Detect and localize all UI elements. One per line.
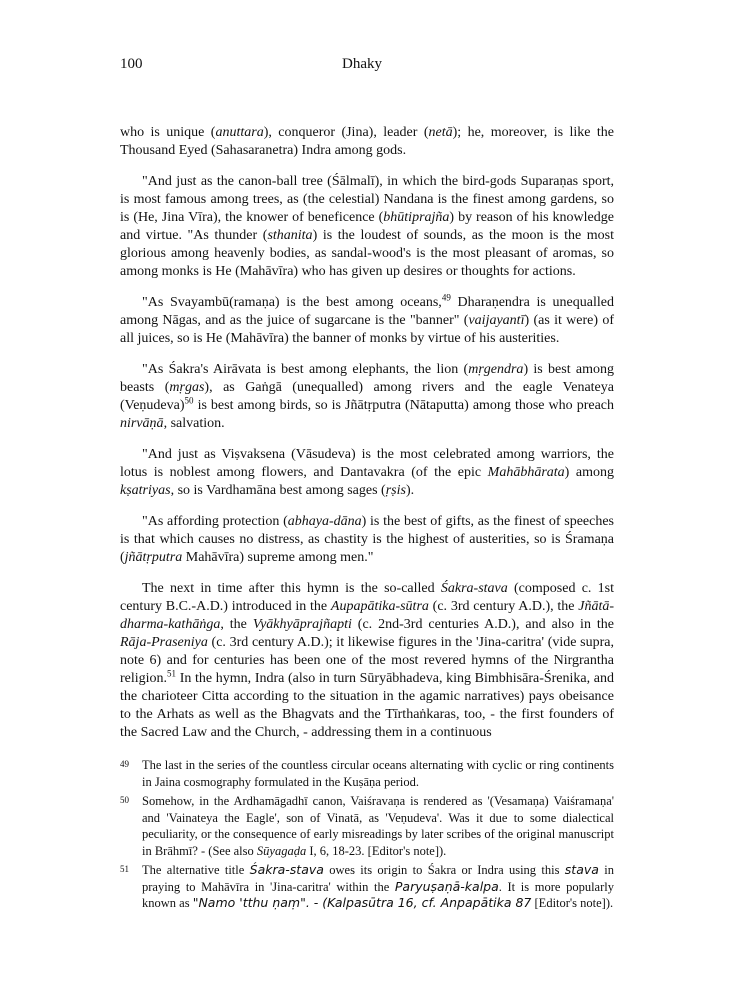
text-run: "And just as Viṣvaksena (Vāsudeva) is the most celebrated among warriors, the lotus is noblest among flowers, and Dantavakra (of the epic <box>120 447 614 480</box>
text-run: "And just as the canon-ball tree (Śālmalī), in which the bird-gods Suparaṇas sport, is most famous among trees, as (the celestial) Nandana is the finest among gardens, so is (He, Jina Vīra), the knower of beneficence ( <box>120 174 614 225</box>
text-run: owes its origin to Śakra or Indra using this <box>323 863 565 877</box>
italic-term: nirvāṇā <box>120 416 164 431</box>
paragraph-1 <box>120 124 614 160</box>
paragraph-5 <box>120 446 614 500</box>
footnote-ref-50[interactable]: 50 <box>184 395 194 406</box>
italic-term: vaijayantī <box>468 313 525 328</box>
page-number: 100 <box>120 56 143 72</box>
italic-term: Vyākhyāprajñapti <box>252 617 352 632</box>
footnote-marker: 50 <box>120 795 129 805</box>
paragraph-2 <box>120 173 614 281</box>
italic-term: Paryuṣaṇā-kalpa <box>394 878 499 894</box>
text-run: In the hymn, Indra (also in turn Sūryābhadeva, king Bimbhisāra-Śrenika, and the charioteer Citta according to the situation in the agamic narratives) pays obeisance to the Arhats as well as the Bhagvats and the Tīrthaṅkaras, too, - the first founders of the Sacred Law and the Church, - addressing them in a continuous <box>120 671 614 740</box>
text-run: ) is best among beasts ( <box>120 362 615 395</box>
italic-term: anuttara <box>215 125 264 140</box>
italic-term: Jñātā-dharma-kathāṅga <box>120 599 615 632</box>
paragraph-4 <box>120 361 614 433</box>
italic-term: ṛṣis <box>385 483 406 498</box>
text-run: The alternative title <box>142 863 250 877</box>
italic-term: Śakra-stava <box>440 581 508 596</box>
text-run: The last in the series of the countless circular oceans alternating with cyclic or ring continents in Jaina cosmography formulated in the Kuṣāṇa period. <box>142 758 614 789</box>
text-run: I, 6, 18-23. [Editor's note]). <box>306 843 447 858</box>
paragraph-7 <box>120 580 614 742</box>
italic-term: bhūtiprajña <box>383 210 450 225</box>
footnote-51 <box>120 862 614 912</box>
footnote-marker: 49 <box>120 759 129 769</box>
text-run: "As affording protection ( <box>142 514 288 529</box>
text-run: Somehow, in the Ardhamāgadhī canon, Vaiśravaṇa is rendered as '(Vesamaṇa) Vaiśramaṇa' and 'Vainateya the Eagle', son of Vinatā, as 'Veṇudeva'. Was it due to some dialectical peculiarity, or the consequence of early misreadings by later scribes of the original manuscript in Brāhmī? - (See also <box>142 794 614 858</box>
text-run: (c. 3rd century A.D.); it likewise figures in the 'Jina-caritra' (vide supra, note 6) and for centuries has been one of the most revered hymns of the Nirgrantha religion. <box>120 635 614 686</box>
italic-term: abhaya-dāna <box>287 514 362 529</box>
footnote-ref-51[interactable]: 51 <box>167 668 177 679</box>
footnotes <box>120 757 614 915</box>
text-run: is best among birds, so is Jñātṛputra (Nātaputta) among those who preach <box>193 398 614 413</box>
paragraph-3 <box>120 294 614 348</box>
italic-term: mṛgendra <box>468 362 524 377</box>
running-head: Dhaky <box>342 56 382 72</box>
text-run: "As Śakra's Airāvata is best among elephants, the lion ( <box>142 362 469 377</box>
text-run: Dharaṇendra is unequalled among Nāgas, and as the juice of sugarcane is the "banner" ( <box>120 295 614 328</box>
italic-term: Rāja-Praseniya <box>120 635 208 650</box>
footnote-50 <box>120 793 614 859</box>
italic-term: jñātṛputra <box>124 550 183 565</box>
text-run: ); he, moreover, is like the Thousand Eyed (Sahasaranetra) Indra among gods. <box>120 125 614 158</box>
text-run: (c. 2nd-3rd centuries A.D.), and also in the <box>351 617 614 632</box>
text-run: in praying to Mahāvīra in 'Jina-caritra' within the <box>142 863 614 894</box>
text-run: ). <box>405 483 415 498</box>
text-run: ) among <box>564 465 614 480</box>
text-run: . It is more popularly known as <box>142 879 614 910</box>
text-run: , so is Vardhamāna best among sages ( <box>170 483 386 498</box>
italic-term: kṣatriyas <box>120 483 171 498</box>
text-run: (composed c. 1st century B.C.-A.D.) introduced in the <box>120 581 614 614</box>
text-run: ) by reason of his knowledge and virtue. "As thunder ( <box>120 210 614 243</box>
text-run: , salvation. <box>163 416 225 431</box>
text-run: who is unique ( <box>120 125 216 140</box>
paragraph-6 <box>120 513 614 567</box>
italic-term: stava <box>564 862 599 877</box>
italic-term: netā <box>428 125 453 140</box>
footnote-49 <box>120 757 614 790</box>
italic-term: Aupapātika-sūtra <box>330 599 429 614</box>
text-run: The next in time after this hymn is the so-called <box>142 581 441 596</box>
text-run: , the <box>220 617 253 632</box>
italic-term: Mahābhārata <box>487 465 565 480</box>
footnote-ref-49[interactable]: 49 <box>441 292 451 303</box>
italic-term: sthanita <box>267 228 313 243</box>
text-run: ), as Gaṅgā (unequalled) among rivers and the eagle Venateya (Veṇudeva) <box>120 380 614 413</box>
text-run: Mahāvīra) supreme among men." <box>182 550 374 565</box>
italic-term: "Namo 'tthu ṇaṃ". - (Kalpasūtra 16, cf. Anpapātika 87 <box>192 895 532 910</box>
text-run: ) is the best of gifts, as the finest of speeches is that which causes no distress, as chastity is the highest of austerities, so is Śramaṇa ( <box>120 514 614 565</box>
text-run: ) is the loudest of sounds, as the moon is the most glorious among heavenly bodies, as sandal-wood's is the most pleasant of aromas, so among monks is He (Mahāvīra) who has given up desires or thoughts for actions. <box>120 228 614 279</box>
body-text <box>120 124 614 755</box>
text-run: ) (as it were) of all juices, so is He (Mahāvīra) the banner of monks by virtue of his austerities. <box>120 313 615 346</box>
footnote-marker: 51 <box>120 864 129 874</box>
italic-term: mṛgas <box>169 380 205 395</box>
text-run: (c. 3rd century A.D.), the <box>428 599 579 614</box>
italic-term: Śakra-stava <box>249 862 324 877</box>
text-run: "As Svayambū(ramaṇa) is the best among oceans, <box>142 295 442 310</box>
text-run: ), conqueror (Jina), leader ( <box>263 125 429 140</box>
italic-term: Sūyagaḍa <box>256 843 307 858</box>
text-run: [Editor's note]). <box>531 896 614 910</box>
